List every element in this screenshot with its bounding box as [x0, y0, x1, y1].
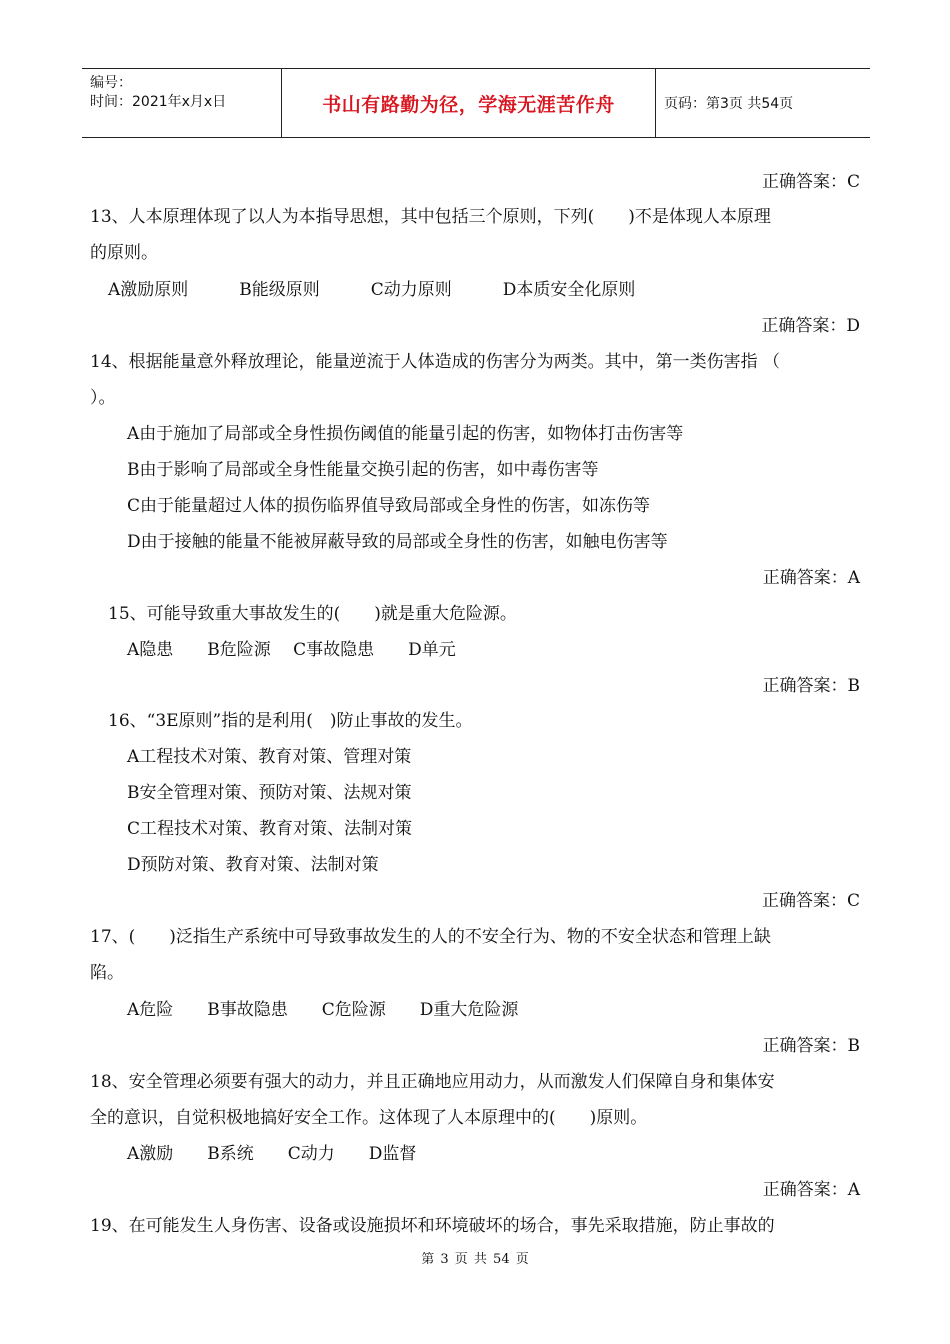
question-15-options: A隐患 B危险源 C事故隐患 D单元 — [127, 640, 456, 660]
header-meta-cell — [82, 69, 282, 137]
page-footer: 第 3 页 共 54 页 — [421, 1252, 529, 1267]
document-header — [82, 68, 870, 138]
answer-q15: 正确答案：B — [762, 676, 860, 696]
question-17-line-1: 17、( )泛指生产系统中可导致事故发生的人的不安全行为、物的不安全状态和管理上缺 — [90, 927, 771, 947]
question-15-line-1: 15、可能导致重大事故发生的( )就是重大危险源。 — [108, 604, 517, 624]
question-14-line-1: 14、根据能量意外释放理论，能量逆流于人体造成的伤害分为两类。其中，第一类伤害指 （ — [90, 352, 781, 372]
question-18-line-2: 全的意识，自觉积极地搞好安全工作。这体现了人本原理中的( )原则。 — [90, 1108, 648, 1128]
question-16-line-1: 16、“3E原则”指的是利用( )防止事故的发生。 — [108, 711, 473, 731]
header-motto: 书山有路勤为径，学海无涯苦作舟 — [322, 93, 615, 116]
question-19-line-1: 19、在可能发生人身伤害、设备或设施损坏和环境破坏的场合，事先采取措施，防止事故的 — [90, 1216, 775, 1236]
answer-q18: 正确答案：A — [762, 1180, 860, 1200]
question-16-option-a: A工程技术对策、教育对策、管理对策 — [127, 747, 412, 767]
question-14-option-d: D由于接触的能量不能被屏蔽导致的局部或全身性的伤害，如触电伤害等 — [127, 532, 668, 552]
question-14-option-a: A由于施加了局部或全身性损伤阈值的能量引起的伤害，如物体打击伤害等 — [127, 424, 684, 444]
header-motto-cell — [282, 69, 656, 137]
question-13-line-2: 的原则。 — [90, 243, 158, 263]
question-17-line-2: 陷。 — [90, 963, 124, 983]
answer-q12: 正确答案：C — [761, 172, 860, 192]
question-14-option-c: C由于能量超过人体的损伤临界值导致局部或全身性的伤害，如冻伤等 — [127, 496, 651, 516]
header-page-code: 页码：第3页 共54页 — [664, 96, 794, 112]
header-page-cell — [656, 69, 870, 137]
question-18-options: A激励 B系统 C动力 D监督 — [127, 1144, 417, 1164]
question-16-option-c: C工程技术对策、教育对策、法制对策 — [127, 819, 413, 839]
question-16-option-b: B安全管理对策、预防对策、法规对策 — [127, 783, 412, 803]
answer-q16: 正确答案：C — [761, 891, 860, 911]
document-number-label: 编号： — [90, 75, 132, 91]
question-16-option-d: D预防对策、教育对策、法制对策 — [127, 855, 379, 875]
question-13-line-1: 13、人本原理体现了以人为本指导思想，其中包括三个原则，下列( )不是体现人本原理 — [90, 207, 771, 227]
document-date-label: 时间：2021年x月x日 — [90, 94, 227, 110]
answer-q14: 正确答案：A — [762, 568, 860, 588]
question-17-options: A危险 B事故隐患 C危险源 D重大危险源 — [127, 1000, 519, 1020]
answer-q13: 正确答案：D — [761, 316, 860, 336]
question-18-line-1: 18、安全管理必须要有强大的动力，并且正确地应用动力，从而激发人们保障自身和集体安 — [90, 1072, 775, 1092]
question-13-options: A激励原则 B能级原则 C动力原则 D本质安全化原则 — [108, 280, 636, 300]
answer-q17: 正确答案：B — [762, 1036, 860, 1056]
question-14-line-2: ）。 — [90, 388, 116, 408]
question-14-option-b: B由于影响了局部或全身性能量交换引起的伤害，如中毒伤害等 — [127, 460, 599, 480]
